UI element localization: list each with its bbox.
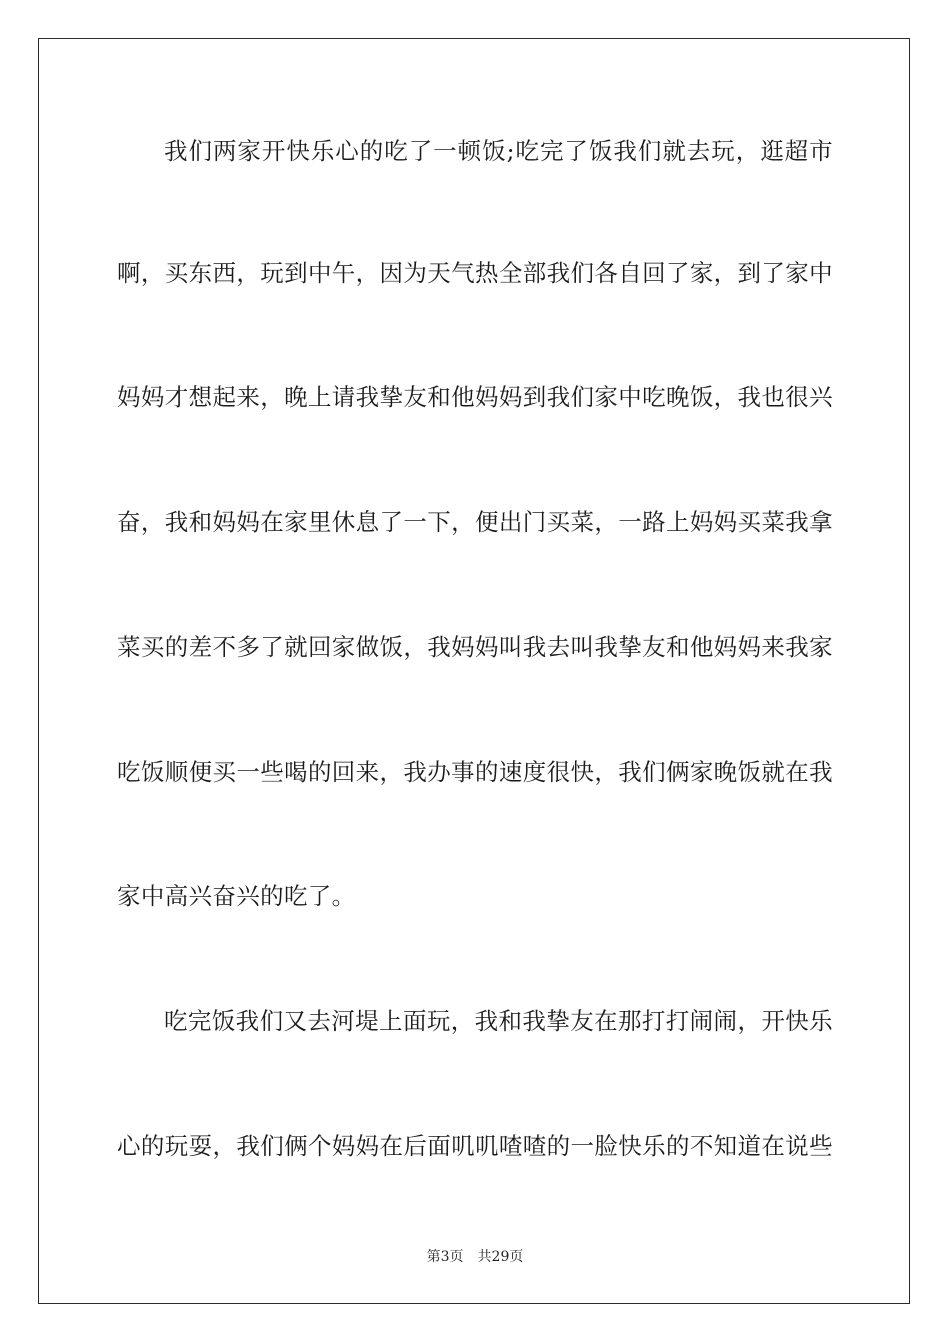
page-border (38, 38, 910, 1304)
paragraph-line-8: 吃完饭我们又去河堤上面玩，我和我挚友在那打打闹闹，开快乐 (164, 1007, 833, 1035)
page-number: 第3页 (426, 1249, 464, 1265)
paragraph-line-1: 我们两家开快乐心的吃了一顿饭;吃完了饭我们就去玩，逛超市 (164, 137, 833, 165)
paragraph-line-6: 吃饭顺便买一些喝的回来，我办事的速度很快，我们俩家晚饭就在我 (117, 758, 833, 786)
paragraph-line-3: 妈妈才想起来，晚上请我挚友和他妈妈到我们家中吃晚饭，我也很兴 (117, 383, 833, 411)
paragraph-line-7: 家中高兴奋兴的吃了。 (117, 882, 356, 910)
paragraph-line-4: 奋，我和妈妈在家里休息了一下，便出门买菜，一路上妈妈买菜我拿 (117, 508, 833, 536)
paragraph-line-2: 啊，买东西，玩到中午，因为天气热全部我们各自回了家，到了家中 (117, 259, 833, 287)
page-footer (0, 1248, 950, 1266)
paragraph-line-5: 菜买的差不多了就回家做饭，我妈妈叫我去叫我挚友和他妈妈来我家 (117, 633, 833, 661)
total-pages: 共29页 (477, 1249, 524, 1265)
paragraph-line-9: 心的玩耍，我们俩个妈妈在后面叽叽喳喳的一脸快乐的不知道在说些 (117, 1132, 833, 1160)
